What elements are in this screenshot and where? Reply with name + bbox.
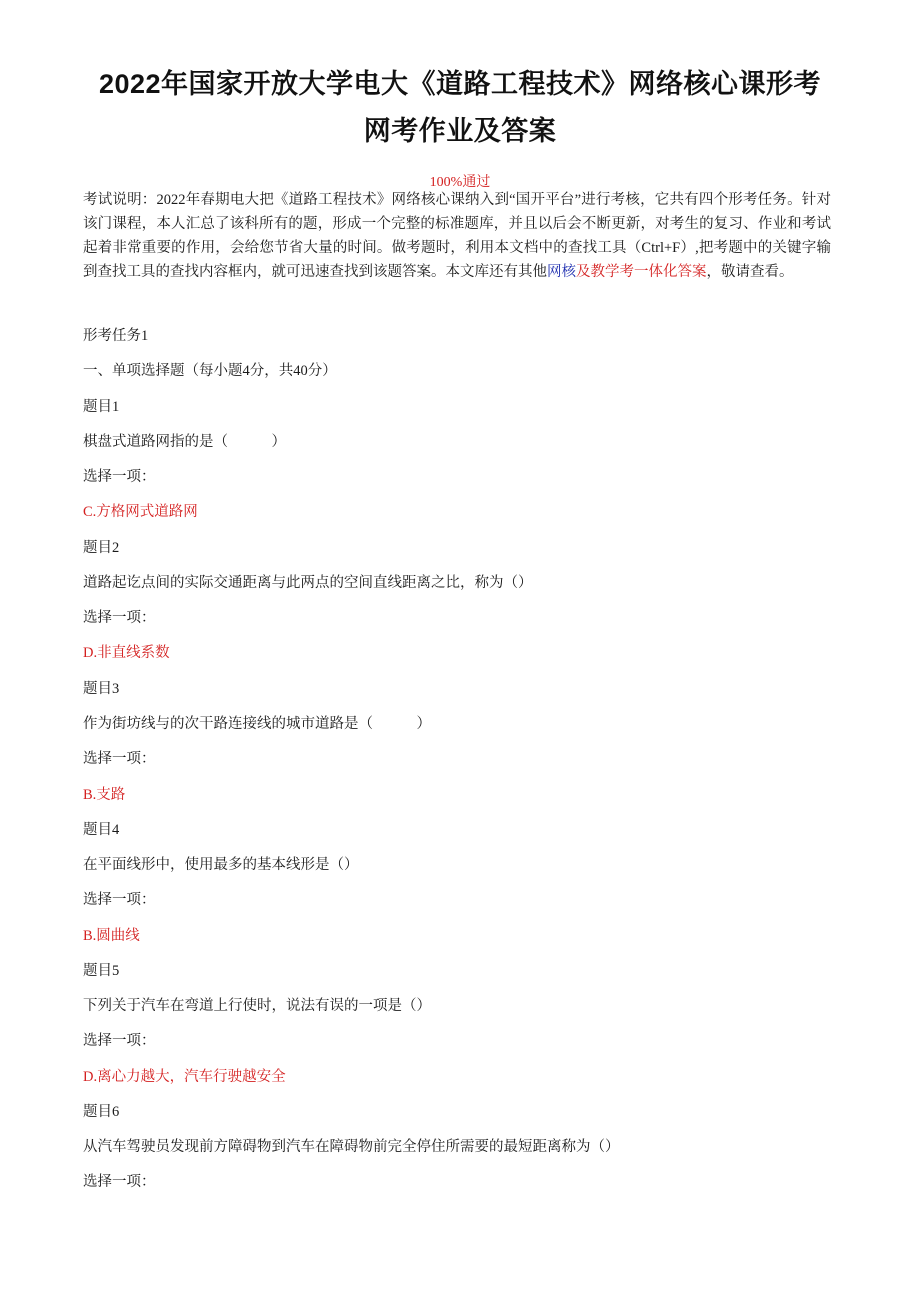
document-title-line-2: 网考作业及答案 (363, 116, 557, 146)
task-heading: 形考任务1 (83, 328, 149, 344)
question-answer: B.圆曲线 (83, 928, 140, 944)
question-text: 道路起讫点间的实际交通距离与此两点的空间直线距离之比，称为（） (83, 575, 533, 591)
question-label: 题目4 (83, 822, 120, 838)
question-text: 作为街坊线与的次干路连接线的城市道路是（ ） (83, 716, 431, 732)
choose-label: 选择一项： (83, 751, 156, 767)
question-label: 题目5 (83, 963, 120, 979)
question-label: 题目2 (83, 540, 120, 556)
instructions-text: 考试说明：2022年春期电大把《道路工程技术》网络核心课纳入到“国开平台”进行考核，它共有四个形考任务。针对该门课程，本人汇总了该科所有的题，形成一个完整的标准题库，并且以后会不断更新，对考生的复习、作业和考试起着非常重要的作用，会给您节省大量的时间。做考题时，利用本文档中的查找工具（Ctrl+F）,把考题中的关键字输到查找工具的查找内容框内，就可迅速查找到该题答案。本文库还有其他 (83, 192, 831, 280)
link-integrated-answers[interactable]: 教学考一体化答案 (590, 264, 707, 280)
choose-label: 选择一项： (83, 1033, 156, 1049)
link-separator: 及 (576, 264, 591, 280)
question-text: 下列关于汽车在弯道上行使时，说法有误的一项是（） (83, 998, 431, 1014)
exam-instructions (83, 188, 831, 284)
question-label: 题目3 (83, 681, 120, 697)
question-answer: D.非直线系数 (83, 645, 170, 661)
document-title-line-1: 2022年国家开放大学电大《道路工程技术》网络核心课形考 (98, 69, 822, 99)
question-text: 在平面线形中，使用最多的基本线形是（） (83, 857, 359, 873)
link-wanghe[interactable]: 网核 (547, 264, 576, 280)
choose-label: 选择一项： (83, 892, 156, 908)
instructions-tail: ，敬请查看。 (706, 264, 794, 280)
question-label: 题目1 (83, 399, 120, 415)
question-answer: C.方格网式道路网 (83, 504, 198, 520)
question-answer: B.支路 (83, 787, 126, 803)
choose-label: 选择一项： (83, 469, 156, 485)
question-text: 棋盘式道路网指的是（ ） (83, 434, 286, 450)
question-text: 从汽车驾驶员发现前方障碍物到汽车在障碍物前完全停住所需要的最短距离称为（） (83, 1139, 620, 1155)
pass-note: 100%通过 (429, 175, 491, 190)
section-heading: 一、单项选择题（每小题4分，共40分） (83, 363, 337, 379)
question-label: 题目6 (83, 1104, 120, 1120)
choose-label: 选择一项： (83, 1174, 156, 1190)
question-answer: D.离心力越大，汽车行驶越安全 (83, 1069, 286, 1085)
choose-label: 选择一项： (83, 610, 156, 626)
